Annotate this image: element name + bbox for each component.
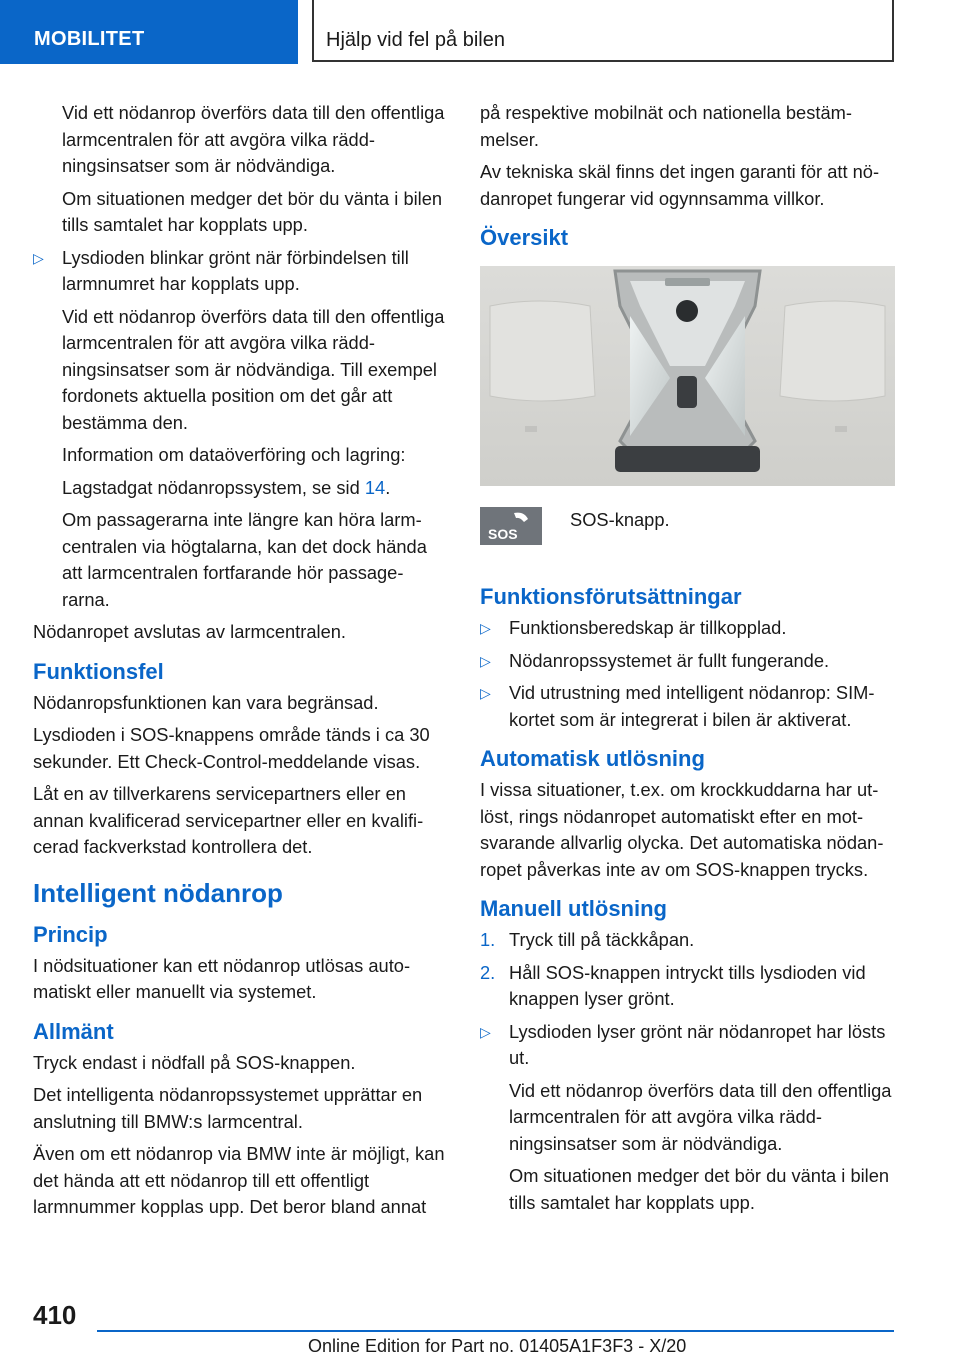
right-column	[480, 100, 895, 1222]
paragraph: Om situationen medger det bör du vänta i bilen tills samtalet har kopplats upp.	[509, 1165, 890, 1213]
paragraph: Information om dataöverföring och lagring:	[62, 444, 406, 465]
footer-divider	[97, 1330, 894, 1332]
paragraph: Om passagerarna inte längre kan höra larmcentralen via högtalarna, kan det dock hända att larmcentralen fortfarande hör passagerarna.	[62, 509, 427, 610]
paragraph: Vid ett nödanrop överförs data till den offentliga larmcentralen för att avgöra vilka räddningsinsatser som är nödvändiga.	[509, 1079, 892, 1154]
triangle-bullet-icon: ▷	[480, 685, 491, 701]
step-text: Håll SOS-knappen intryckt tills lysdioden vid knappen lyser grönt.	[509, 961, 866, 1009]
chapter-header	[312, 0, 894, 62]
bullet-item	[480, 615, 895, 642]
sos-caption: SOS-knapp.	[570, 509, 670, 530]
paragraph	[33, 475, 445, 502]
paragraph: Vid ett nödanrop överförs data till den offentliga larmcentralen för att avgöra vilka räddningsinsatser som är nödvändiga.	[62, 102, 445, 176]
sos-icon-label: SOS	[488, 526, 518, 542]
sos-button-icon	[480, 507, 542, 545]
heading-allmant: Allmänt	[33, 1018, 114, 1044]
step-number: 1.	[480, 929, 496, 950]
bullet-text: Lysdioden blinkar grönt när förbindelsen till larmnumret har kopplats upp.	[62, 246, 409, 294]
bullet-text: Funktionsberedskap är tillkopplad.	[509, 617, 787, 638]
text: .	[385, 476, 391, 498]
step-number: 2.	[480, 961, 496, 983]
triangle-bullet-icon: ▷	[480, 620, 491, 636]
text: Lagstadgat nödanropssystem, se sid	[62, 476, 365, 498]
paragraph: Om situationen medger det bör du vänta i bilen tills samtalet har kopplats upp.	[62, 187, 443, 235]
section-tab	[0, 0, 298, 64]
bullet-item	[33, 245, 445, 298]
bullet-item	[480, 648, 895, 675]
paragraph: Lysdioden i SOS-knappens område tänds i ca 30 sekunder. Ett Check-Control-meddelande visas.	[33, 724, 430, 772]
heading-funktionsforutsattningar: Funktionsförutsättningar	[480, 584, 742, 609]
edition-text: Online Edition for Part no. 01405A1F3F3 - X/20	[308, 1336, 687, 1356]
numbered-item	[480, 927, 895, 954]
left-column	[33, 100, 445, 1227]
bullet-item	[480, 1019, 895, 1072]
bullet-text: Nödanropssystemet är fullt fungerande.	[509, 649, 830, 671]
heading-automatisk-utlosning: Automatisk utlösning	[480, 746, 705, 771]
sos-legend	[480, 507, 895, 571]
paragraph: Tryck endast i nödfall på SOS-knappen.	[33, 1051, 356, 1073]
paragraph: Det intelligenta nödanropssystemet upprättar en anslutning till BMW:s larmcentral.	[33, 1084, 423, 1132]
step-text: Tryck till på täckkåpan.	[509, 929, 695, 950]
numbered-item	[480, 960, 895, 1013]
paragraph: I vissa situationer, t.ex. om krockkuddarna har utlöst, rings nödanropet automatiskt efter en motsvarande allvarlig olycka. Det automatiska nödanropet påverkas inte av om SOS-knappen trycks.	[480, 779, 884, 880]
bullet-item	[480, 680, 895, 733]
paragraph: I nödsituationer kan ett nödanrop utlösas automatiskt eller manuellt via systemet.	[33, 954, 411, 1002]
bullet-text: Vid utrustning med intelligent nödanrop: SIM-kortet som är integrerat i bilen är aktiverat.	[509, 682, 875, 730]
heading-oversikt: Översikt	[480, 225, 569, 250]
paragraph: Även om ett nödanrop via BMW inte är möjligt, kan det hända att ett nödanrop till ett offentligt larmnummer kopplas upp. Det beror bland annat	[33, 1143, 445, 1217]
page-link[interactable]: 14	[364, 476, 386, 498]
heading-manuell-utlosning: Manuell utlösning	[480, 896, 667, 921]
chapter-title: Hjälp vid fel på bilen	[326, 29, 505, 51]
paragraph: Av tekniska skäl finns det ingen garanti för att nödanropet fungerar vid ogynnsamma villkor.	[480, 161, 880, 209]
paragraph: Nödanropet avslutas av larmcentralen.	[33, 621, 346, 642]
heading-princip: Princip	[33, 921, 108, 947]
paragraph: Låt en av tillverkarens servicepartners eller en annan kvalificerad servicepartner eller en kvalificerad fackverkstad kontrollera det.	[33, 783, 424, 857]
heading-intelligent-nodanrop: Intelligent nödanrop	[33, 877, 283, 908]
triangle-bullet-icon: ▷	[33, 249, 44, 266]
overhead-console-photo	[480, 266, 895, 486]
page-number: 410	[33, 1300, 77, 1330]
paragraph: Nödanropsfunktionen kan vara begränsad.	[33, 691, 379, 713]
section-title: MOBILITET	[34, 28, 145, 50]
bullet-text: Lysdioden lyser grönt när nödanropet har lösts ut.	[509, 1020, 886, 1068]
triangle-bullet-icon: ▷	[480, 1023, 491, 1040]
triangle-bullet-icon: ▷	[480, 652, 491, 669]
paragraph: på respektive mobilnät och nationella bestämmelser.	[480, 102, 852, 150]
paragraph: Vid ett nödanrop överförs data till den offentliga larmcentralen för att avgöra vilka räddningsinsatser som är nödvändiga. Till exempel fordonets aktuella position om det går att bestämma den.	[62, 305, 445, 433]
heading-funktionsfel: Funktionsfel	[33, 658, 164, 684]
